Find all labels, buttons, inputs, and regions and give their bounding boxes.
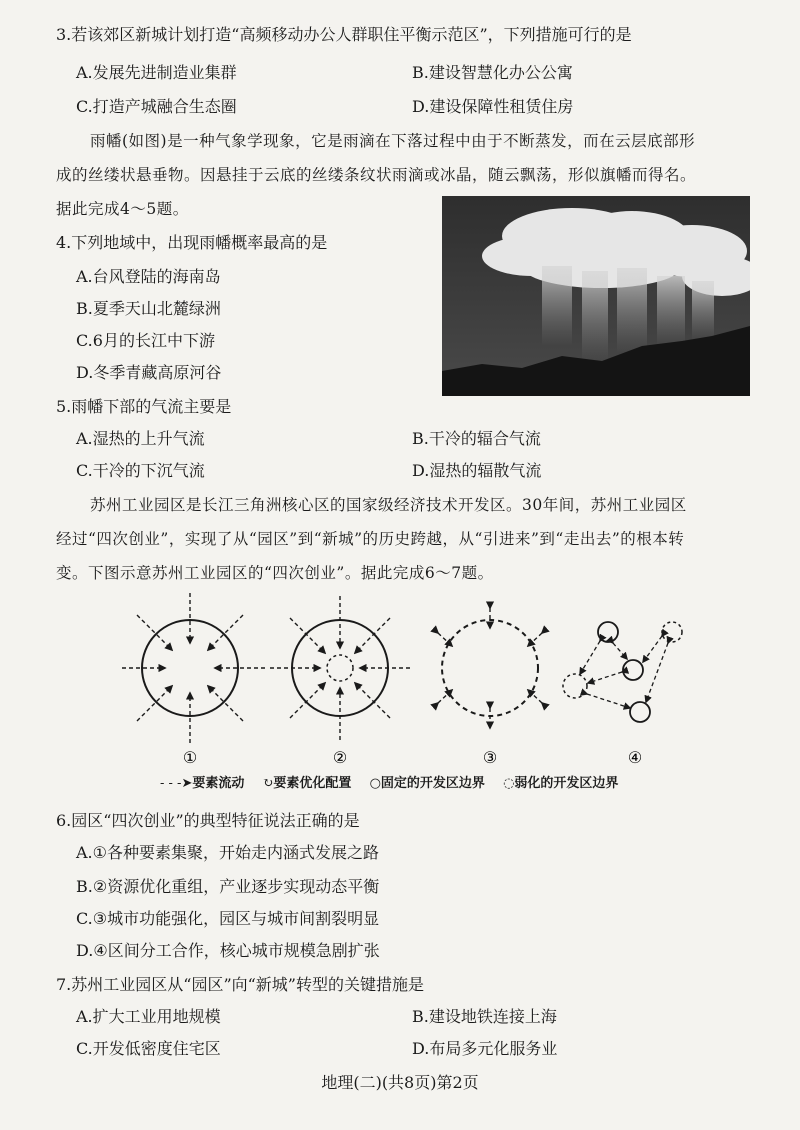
- passage2-line1: 苏州工业园区是长江三角洲核心区的国家级经济技术开发区。30年间，苏州工业园区: [90, 496, 687, 514]
- q6-option-c: C.③城市功能强化，园区与城市间割裂明显: [76, 909, 380, 928]
- q7-option-d: D.布局多元化服务业: [412, 1039, 558, 1058]
- q7-option-b: B.建设地铁连接上海: [412, 1007, 557, 1026]
- q5-option-c: C.干冷的下沉气流: [76, 461, 205, 480]
- legend-fixed: ○固定的开发区边界: [369, 776, 485, 791]
- q4-stem: 4.下列地域中，出现雨幡概率最高的是: [56, 233, 328, 252]
- q6-option-a: A.①各种要素集聚，开始走内涵式发展之路: [76, 843, 379, 862]
- q6-stem: 6.园区“四次创业”的典型特征说法正确的是: [56, 811, 360, 830]
- virga-photo: [442, 196, 750, 396]
- passage1-line2: 成的丝缕状悬垂物。因悬挂于云底的丝缕条纹状雨滴或冰晶，随云飘荡，形似旗幡而得名。: [56, 166, 697, 184]
- stage-3-label: ③: [482, 748, 498, 767]
- q5-option-d: D.湿热的辐散气流: [412, 461, 542, 480]
- q4-option-b: B.夏季天山北麓绿洲: [76, 299, 221, 318]
- q3-option-d: D.建设保障性租赁住房: [412, 97, 574, 116]
- stage-4-label: ④: [627, 748, 643, 767]
- q5-option-a: A.湿热的上升气流: [76, 429, 205, 448]
- diagram-legend: [160, 772, 632, 791]
- stage-4-figure: [563, 622, 682, 722]
- page-footer: 地理(二)(共8页)第2页: [321, 1073, 479, 1092]
- q5-stem: 5.雨幡下部的气流主要是: [56, 397, 232, 416]
- passage2-line2: 经过“四次创业”，实现了从“园区”到“新城”的历史跨越，从“引进来”到“走出去”的根本转: [56, 530, 685, 548]
- q7-stem: 7.苏州工业园区从“园区”向“新城”转型的关键措施是: [56, 975, 424, 994]
- q4-option-c: C.6月的长江中下游: [76, 331, 215, 350]
- legend-flow: - - -➤要素流动: [160, 776, 245, 791]
- passage2-line3: 变。下图示意苏州工业园区的“四次创业”。据此完成6～7题。: [56, 564, 494, 582]
- q6-option-b: B.②资源优化重组，产业逐步实现动态平衡: [76, 877, 380, 896]
- stage-1-label: ①: [182, 748, 198, 767]
- stage-1-figure: [120, 593, 265, 743]
- q7-option-c: C.开发低密度住宅区: [76, 1039, 221, 1058]
- q6-option-d: D.④区间分工合作，核心城市规模急剧扩张: [76, 941, 380, 960]
- q3-stem: 3.若该郊区新城计划打造“高频移动办公人群职住平衡示范区”，下列措施可行的是: [56, 25, 632, 44]
- q3-option-b: B.建设智慧化办公公寓: [412, 63, 573, 82]
- q4-option-d: D.冬季青藏高原河谷: [76, 363, 222, 382]
- stage-3-figure: [438, 608, 542, 728]
- passage1-line1: 雨幡(如图)是一种气象学现象，它是雨滴在下落过程中由于不断蒸发，而在云层底部形: [90, 132, 696, 150]
- passage1-line3: 据此完成4～5题。: [56, 200, 189, 218]
- q7-option-a: A.扩大工业用地规模: [76, 1007, 221, 1026]
- q3-option-a: A.发展先进制造业集群: [76, 63, 237, 82]
- q4-option-a: A.台风登陆的海南岛: [76, 267, 221, 286]
- legend-weak: ◌弱化的开发区边界: [503, 776, 619, 791]
- stage-2-label: ②: [332, 748, 348, 767]
- q3-option-c: C.打造产城融合生态圈: [76, 97, 237, 116]
- q5-option-b: B.干冷的辐合气流: [412, 429, 541, 448]
- legend-optimize: ↻要素优化配置: [262, 776, 352, 791]
- stage-2-figure: [270, 596, 410, 740]
